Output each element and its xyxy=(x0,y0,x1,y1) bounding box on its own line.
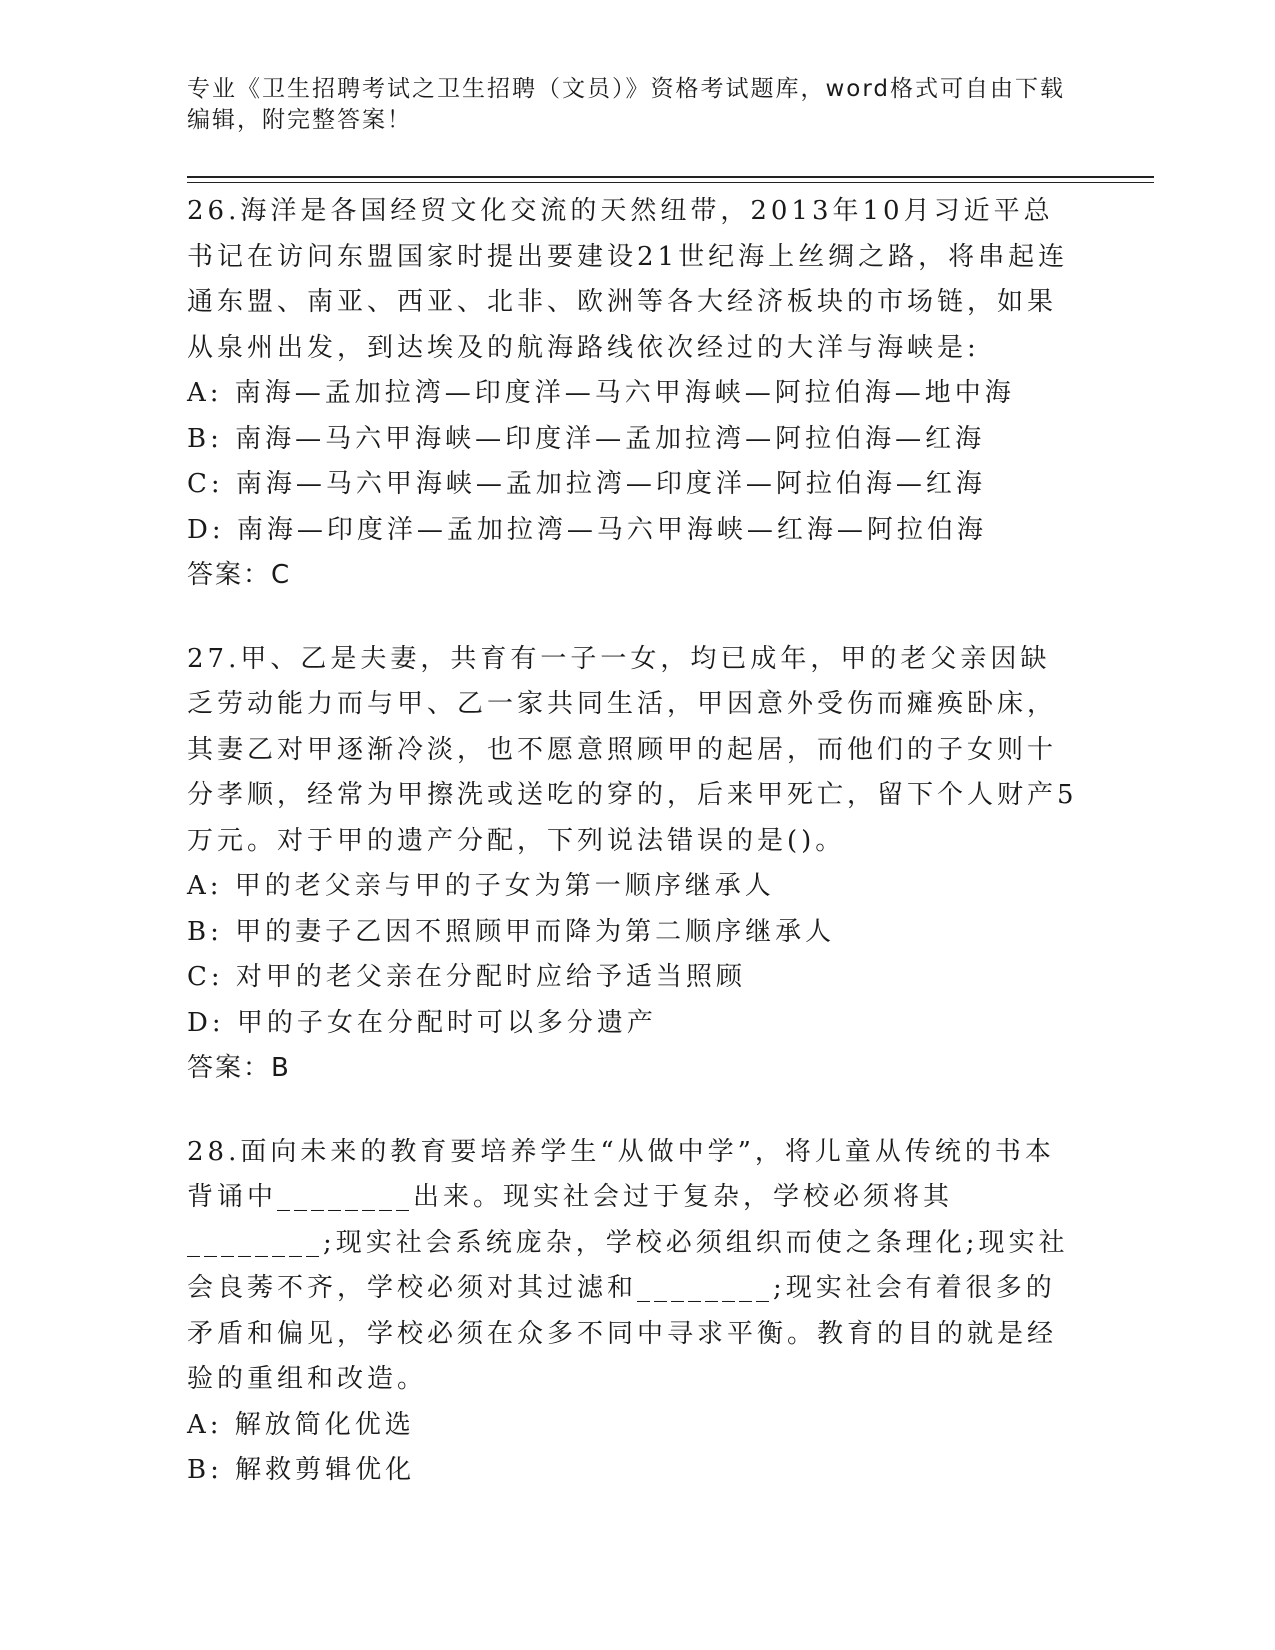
question-list xyxy=(187,189,1080,1532)
question-28 xyxy=(187,1130,1080,1494)
answer-line: 答案：C xyxy=(187,560,292,590)
question-stem: 26.海洋是各国经贸文化交流的天然纽带，2013年10月习近平总书记在访问东盟国家时提出要建设21世纪海上丝绸之路，将串起连通东盟、南亚、西亚、北非、欧洲等各大经济板块的市场链，如果从泉州出发，到达埃及的航海路线依次经过的大洋与海峡是: xyxy=(187,196,1069,363)
question-26 xyxy=(187,189,1080,599)
option-b: B: 甲的妻子乙因不照顾甲而降为第二顺序继承人 xyxy=(187,916,836,947)
option-b: B: 南海—马六甲海峡—印度洋—孟加拉湾—阿拉伯海—红海 xyxy=(187,423,986,454)
header-rule-thin xyxy=(187,182,1154,183)
header-rule-thick xyxy=(187,176,1154,178)
option-c: C: 对甲的老父亲在分配时应给予适当照顾 xyxy=(187,962,746,992)
document-header: 专业《卫生招聘考试之卫生招聘（文员）》资格考试题库，word格式可自由下载编辑，附完整答案！ xyxy=(187,76,1066,133)
question-stem: 27.甲、乙是夫妻，共育有一子一女，均已成年，甲的老父亲因缺乏劳动能力而与甲、乙一家共同生活，甲因意外受伤而瘫痪卧床，其妻乙对甲逐渐冷淡，也不愿意照顾甲的起居，而他们的子女则十分孝顺，经常为甲擦洗或送吃的穿的，后来甲死亡，留下个人财产5万元。对于甲的遗产分配，下列说法错误的是()。 xyxy=(187,643,1078,856)
option-d: D: 南海—印度洋—孟加拉湾—马六甲海峡—红海—阿拉伯海 xyxy=(187,514,987,545)
option-b: B: 解救剪辑优化 xyxy=(187,1455,416,1485)
question-27 xyxy=(187,637,1080,1092)
question-stem: 28.面向未来的教育要培养学生“从做中学”，将儿童从传统的书本背诵中________出来。现实社会过于复杂，学校必须将其________;现实社会系统庞杂，学校必须组织而使之条理化;现实社会良莠不齐，学校必须对其过滤和________;现实社会有着很多的矛盾和偏见，学校必须在众多不同中寻求平衡。教育的目的就是经验的重组和改造。 xyxy=(187,1136,1069,1394)
answer-line: 答案：B xyxy=(187,1053,291,1083)
option-c: C: 南海—马六甲海峡—孟加拉湾—印度洋—阿拉伯海—红海 xyxy=(187,469,986,499)
option-a: A: 解放简化优选 xyxy=(187,1409,415,1440)
option-d: D: 甲的子女在分配时可以多分遗产 xyxy=(187,1007,657,1038)
option-a: A: 南海—孟加拉湾—印度洋—马六甲海峡—阿拉伯海—地中海 xyxy=(187,378,1015,408)
option-a: A: 甲的老父亲与甲的子女为第一顺序继承人 xyxy=(187,871,775,901)
